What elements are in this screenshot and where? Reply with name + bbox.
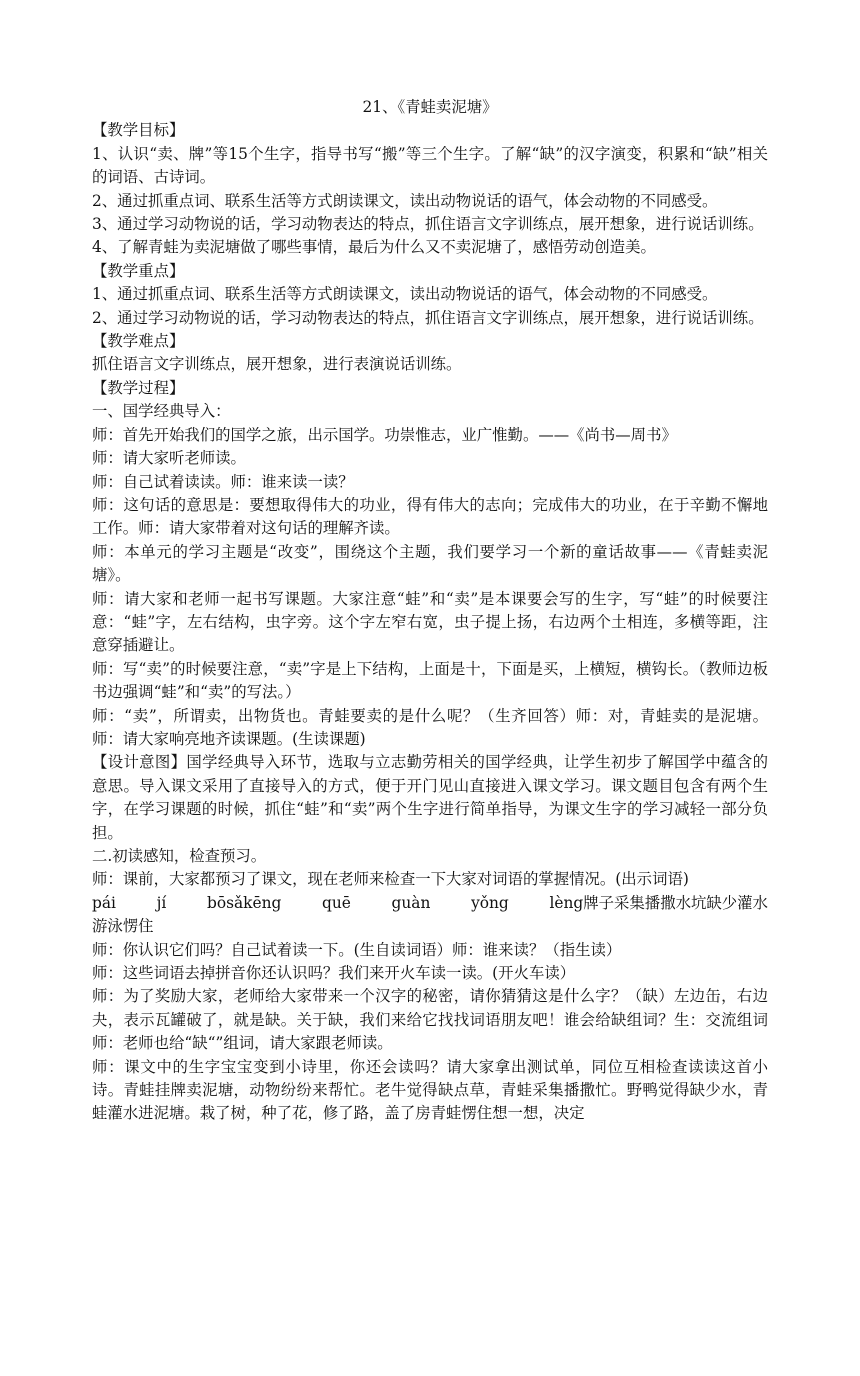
design-intent-paragraph: 【设计意图】国学经典导入环节，选取与立志勤劳相关的国学经典，让学生初步了解国学中蕴含的意思。导入课文采用了直接导入的方式，便于开门见山直接进入课文学习。课文题目包含有两个生字，在学习课题的时候，抓住“蛙”和“卖”两个生字进行简单指导，为课文生字的学习减轻一部分负担。 bbox=[92, 753, 768, 842]
process-paragraph: 师：请大家听老师读。 bbox=[92, 449, 246, 468]
pinyin-word: pái bbox=[92, 893, 116, 912]
heading-key-points: 【教学重点】 bbox=[92, 261, 185, 280]
document-page bbox=[92, 96, 768, 1126]
heading-objectives: 【教学目标】 bbox=[92, 121, 185, 140]
key-point-1: 1、通过抓重点词、联系生活等方式朗读课文，读出动物说话的语气，体会动物的不同感受。 bbox=[92, 285, 718, 304]
key-point-2: 2、通过学习动物说的话，学习动物表达的特点，抓住语言文字训练点，展开想象，进行说话训练。 bbox=[92, 308, 764, 327]
process-paragraph: 师：课前，大家都预习了课文，现在老师来检查一下大家对词语的掌握情况。(出示词语) bbox=[92, 870, 689, 889]
objective-4: 4、了解青蛙为卖泥塘做了哪些事情，最后为什么又不卖泥塘了，感悟劳动创造美。 bbox=[92, 238, 656, 257]
pinyin-word: quē bbox=[322, 893, 351, 912]
process-paragraph: 师：“卖”，所谓卖，出物货也。青蛙要卖的是什么呢？（生齐回答）师：对，青蛙卖的是泥塘。师：请大家响亮地齐读课题。(生读课题) bbox=[92, 706, 768, 748]
process-paragraph: 师：这句话的意思是：要想取得伟大的功业，得有伟大的志向；完成伟大的功业，在于辛勤不懈地工作。师：请大家带着对这句话的理解齐读。 bbox=[92, 495, 768, 538]
pinyin-word-row bbox=[92, 892, 768, 915]
pinyin-word: guàn bbox=[391, 893, 431, 912]
document-title: 21、《青蛙卖泥塘》 bbox=[362, 98, 498, 116]
pinyin-word: lèng牌子采集播撒水坑缺少灌水 bbox=[549, 893, 768, 912]
process-paragraph: 师：为了奖励大家，老师给大家带来一个汉字的秘密，请你猜猜这是什么字？（缺）左边缶，右边夬，表示瓦罐破了，就是缺。关于缺，我们来给它找找词语朋友吧！谁会给缺组词？生：交流组词师：老师也给“缺“”组词，请大家跟老师读。 bbox=[92, 987, 768, 1053]
objective-1: 1、认识“卖、牌”等15个生字，指导书写“搬”等三个生字。了解“缺”的汉字演变，积累和“缺”相关的词语、古诗词。 bbox=[92, 144, 768, 187]
objective-2: 2、通过抓重点词、联系生活等方式朗读课文，读出动物说话的语气，体会动物的不同感受。 bbox=[92, 191, 718, 210]
process-paragraph: 师：写“卖”的时候要注意，“卖”字是上下结构，上面是十，下面是买，上横短，横钩长。（教师边板书边强调“蛙”和“卖”的写法。） bbox=[92, 659, 768, 702]
process-paragraph: 师：请大家和老师一起书写课题。大家注意“蛙”和“卖”是本课要会写的生字，写“蛙”的时候要注意：“蛙”字，左右结构，虫字旁。这个字左窄右宽，虫子提上扬，右边两个土相连，多横等距，注意穿插避让。 bbox=[92, 589, 768, 655]
process-paragraph: 师：自己试着读读。师：谁来读一读？ bbox=[92, 472, 354, 491]
pinyin-row-continuation: 游泳愣住 bbox=[92, 917, 154, 936]
pinyin-word: bōsǎkēng bbox=[206, 893, 282, 912]
section-2-heading: 二.初读感知，检查预习。 bbox=[92, 847, 267, 865]
pinyin-word: jí bbox=[156, 893, 167, 912]
process-paragraph: 师：课文中的生字宝宝变到小诗里，你还会读吗？请大家拿出测试单，同位互相检查读读这首小诗。青蛙挂牌卖泥塘，动物纷纷来帮忙。老牛觉得缺点草，青蛙采集播撒忙。野鸭觉得缺少水，青蛙灌水进泥塘。栽了树，种了花，修了路，盖了房青蛙愣住想一想，决定 bbox=[92, 1057, 768, 1123]
process-paragraph: 师：本单元的学习主题是“改变”，围绕这个主题，我们要学习一个新的童话故事——《青蛙卖泥塘》。 bbox=[92, 542, 768, 585]
process-paragraph: 师：你认识它们吗？自己试着读一下。(生自读词语）师：谁来读？（指生读） bbox=[92, 940, 622, 959]
heading-process: 【教学过程】 bbox=[92, 378, 185, 397]
objective-3: 3、通过学习动物说的话，学习动物表达的特点，抓住语言文字训练点，展开想象，进行说话训练。 bbox=[92, 215, 764, 234]
process-paragraph: 师：这些词语去掉拼音你还认识吗？我们来开火车读一读。(开火车读） bbox=[92, 964, 576, 983]
pinyin-word: yǒng bbox=[471, 893, 509, 912]
heading-difficulties: 【教学难点】 bbox=[92, 332, 185, 351]
process-paragraph: 师：首先开始我们的国学之旅，出示国学。功崇惟志，业广惟勤。——《尚书—周书》 bbox=[92, 425, 677, 444]
difficulty-text: 抓住语言文字训练点，展开想象，进行表演说话训练。 bbox=[92, 355, 462, 374]
section-1-heading: 一、国学经典导入： bbox=[92, 402, 231, 421]
